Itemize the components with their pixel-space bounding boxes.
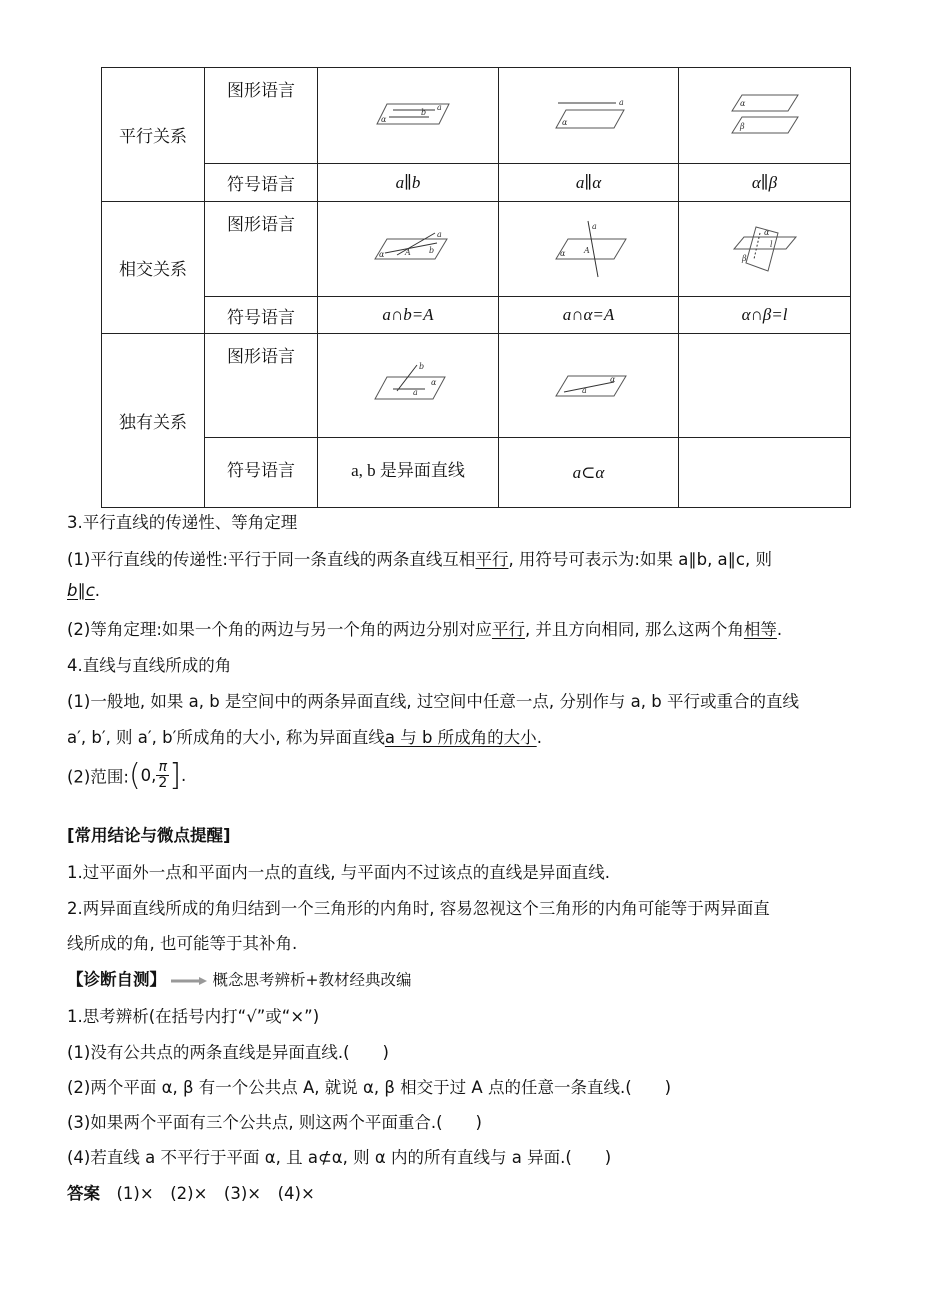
figure-parallel-lines	[318, 68, 499, 164]
symbol-parallel-planes: α∥β	[679, 164, 851, 202]
figure-letter: b	[419, 361, 425, 371]
figure-letter: a	[437, 230, 442, 239]
figure-letter: b	[421, 107, 427, 117]
figure-letter: a	[591, 222, 597, 231]
figure-letter: α	[561, 117, 567, 127]
section3-paragraph1-end: b∥c.	[67, 581, 101, 600]
figure-line-in-plane	[499, 334, 679, 438]
section4-heading: 4.直线与直线所成的角	[67, 656, 232, 675]
section4-paragraph1-cont: a′, b′, 则 a′, b′所成角的大小, 称为异面直线a 与 b 所成角的大小.	[67, 728, 542, 747]
figure-letter: α	[609, 374, 615, 384]
figure-letter: α	[431, 377, 437, 387]
category-unique: 独有关系	[102, 334, 205, 508]
figure-line-intersect-plane	[499, 202, 679, 297]
symbol-line-intersect-plane: a∩α=A	[499, 297, 679, 334]
figure-line-parallel-plane	[499, 68, 679, 164]
category-parallel: 平行关系	[102, 68, 205, 202]
figure-letter: α	[381, 114, 387, 124]
statement1: (1)没有公共点的两条直线是异面直线.( )	[67, 1043, 389, 1062]
statement3: (3)如果两个平面有三个公共点, 则这两个平面重合.( )	[67, 1113, 482, 1132]
figure-letter: a	[413, 387, 418, 397]
section3-heading: 3.平行直线的传递性、等角定理	[67, 513, 298, 532]
figure-parallel-planes	[679, 68, 851, 164]
category-intersect: 相交关系	[102, 202, 205, 334]
figure-letter: b	[429, 246, 435, 255]
figure-letter: l	[769, 240, 773, 249]
figure-letter: β	[741, 254, 747, 263]
symbol-intersecting-planes: α∩β=l	[679, 297, 851, 334]
figure-language-label: 图形语言	[205, 68, 318, 164]
symbol-skew-lines: a, b 是异面直线	[318, 438, 499, 508]
figure-letter: β	[739, 121, 745, 131]
section4-paragraph1: (1)一般地, 如果 a, b 是空间中的两条异面直线, 过空间中任意一点, 分别作与 a, b 平行或重合的直线	[67, 692, 799, 711]
tips-item1: 1.过平面外一点和平面内一点的直线, 与平面内不过该点的直线是异面直线.	[67, 863, 610, 882]
figure-letter: α	[379, 250, 385, 259]
figure-letter: A	[583, 246, 590, 255]
diagnosis-header: 【诊断自测】 概念思考辨析+教材经典改编	[67, 970, 412, 989]
tips-item2-cont: 线所成的角, 也可能等于其补角.	[67, 934, 298, 953]
symbol-line-parallel-plane: a∥α	[499, 164, 679, 202]
section3-paragraph1: (1)平行直线的传递性:平行于同一条直线的两条直线互相平行, 用符号可表示为:如果 a∥b, a∥c, 则	[67, 550, 772, 569]
answer-line: 答案 (1)× (2)× (3)× (4)×	[67, 1184, 315, 1203]
figure-language-label: 图形语言	[205, 202, 318, 297]
empty-cell	[679, 438, 851, 508]
relations-table	[101, 67, 851, 508]
figure-letter: α	[763, 228, 769, 237]
figure-language-label: 图形语言	[205, 334, 318, 438]
figure-letter: α	[559, 249, 565, 258]
figure-letter: a	[581, 385, 587, 395]
question1: 1.思考辨析(在括号内打“√”或“×”)	[67, 1007, 320, 1026]
section4-range: (2)范围:(0, $\frac{\pi}{2}$ ].	[67, 758, 187, 793]
pi-over-2-fraction: $\frac{\pi}{2}$	[158, 758, 168, 791]
tips-item2: 2.两异面直线所成的角归结到一个三角形的内角时, 容易忽视这个三角形的内角可能等于两异面直	[67, 899, 770, 918]
empty-cell	[679, 334, 851, 438]
arrow-right-icon	[171, 976, 207, 986]
figure-letter: A	[405, 248, 411, 257]
figure-intersecting-lines	[318, 202, 499, 297]
tips-heading: [常用结论与微点提醒]	[67, 826, 231, 845]
figure-skew-lines	[318, 334, 499, 438]
figure-letter: a	[618, 97, 624, 107]
figure-letter: a	[437, 102, 442, 112]
section3-paragraph2: (2)等角定理:如果一个角的两边与另一个角的两边分别对应平行, 并且方向相同, 那么这两个角相等.	[67, 620, 783, 639]
symbol-parallel-lines: a∥b	[318, 164, 499, 202]
figure-letter: α	[739, 98, 745, 108]
symbol-language-label: 符号语言	[205, 164, 318, 202]
statement2: (2)两个平面 α, β 有一个公共点 A, 就说 α, β 相交于过 A 点的任意一条直线.( )	[67, 1078, 672, 1097]
symbol-language-label: 符号语言	[205, 438, 318, 508]
symbol-intersecting-lines: a∩b=A	[318, 297, 499, 334]
symbol-line-in-plane: a⊂α	[499, 438, 679, 508]
symbol-language-label: 符号语言	[205, 297, 318, 334]
figure-intersecting-planes	[679, 202, 851, 297]
statement4: (4)若直线 a 不平行于平面 α, 且 a⊄α, 则 α 内的所有直线与 a 异面.( )	[67, 1148, 612, 1167]
